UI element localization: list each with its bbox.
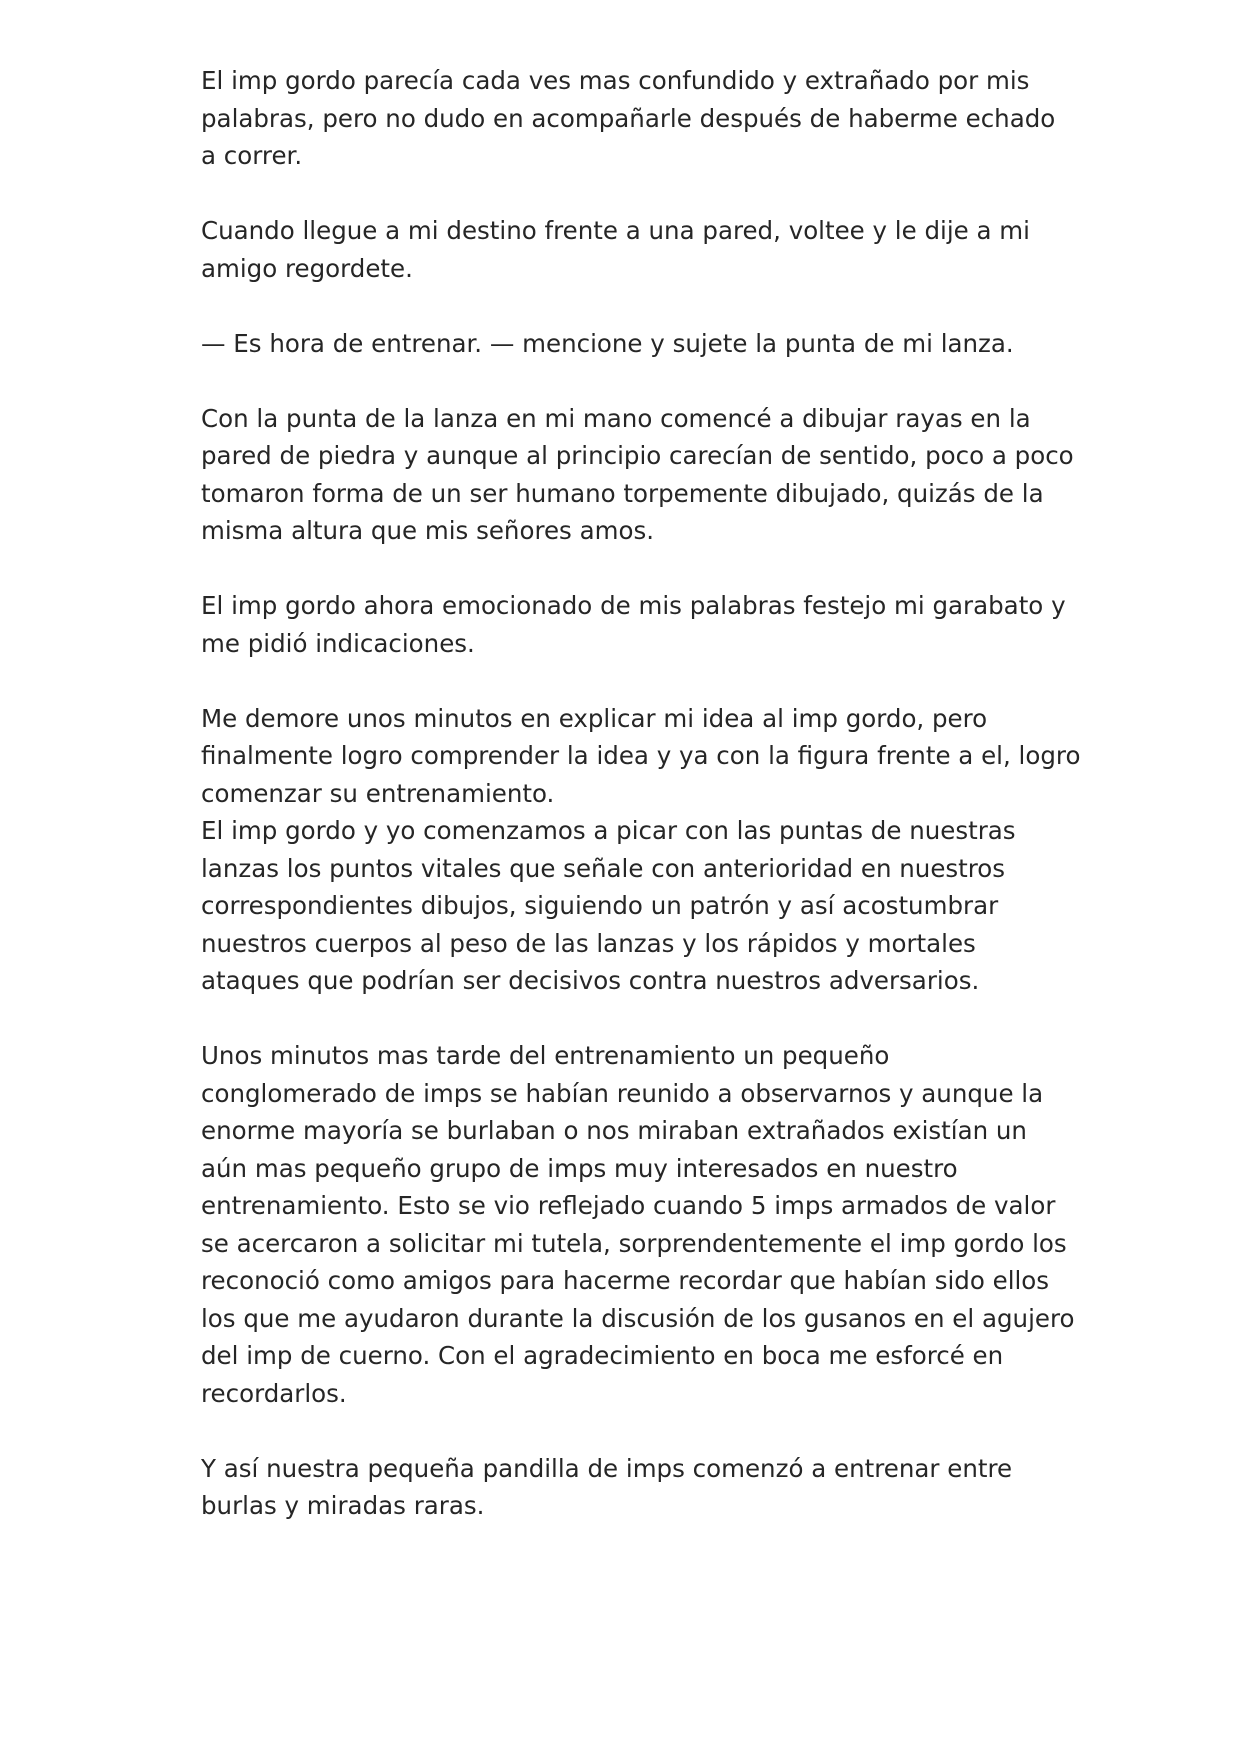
- text-line: tomaron forma de un ser humano torpemente dibujado, quizás de la: [201, 478, 1044, 508]
- text-line: enorme mayoría se burlaban o nos miraban extrañados existían un: [201, 1116, 1027, 1145]
- text-line: correspondientes dibujos, siguiendo un patrón y así acostumbrar: [201, 891, 999, 920]
- text-line: reconoció como amigos para hacerme recordar que habían sido ellos: [201, 1266, 1050, 1295]
- text-line: Me demore unos minutos en explicar mi idea al imp gordo, pero: [201, 703, 988, 733]
- paragraph-spacer: [201, 1000, 1051, 1038]
- text-line: El imp gordo ahora emocionado de mis palabras festejo mi garabato y: [201, 591, 1066, 620]
- text-line: palabras, pero no dudo en acompañarle después de haberme echado: [201, 103, 1056, 133]
- text-line: Y así nuestra pequeña pandilla de imps comenzó a entrenar entre: [201, 1453, 1013, 1483]
- text-line: El imp gordo y yo comenzamos a picar con las puntas de nuestras: [201, 816, 1016, 845]
- paragraph: [201, 212, 1051, 287]
- paragraph: [201, 1450, 1051, 1525]
- text-line: finalmente logro comprender la idea y ya con la figura frente a el, logro: [201, 741, 1081, 770]
- text-line: conglomerado de imps se habían reunido a observarnos y aunque la: [201, 1078, 1044, 1108]
- text-line: me pidió indicaciones.: [201, 628, 475, 658]
- text-line: — Es hora de entrenar. — mencione y sujete la punta de mi lanza.: [201, 328, 1014, 358]
- paragraph-spacer: [201, 1412, 1051, 1450]
- text-line: comenzar su entrenamiento.: [201, 778, 555, 808]
- text-line: Unos minutos mas tarde del entrenamiento un pequeño: [201, 1041, 890, 1070]
- paragraph-spacer: [201, 362, 1051, 400]
- text-line: Cuando llegue a mi destino frente a una pared, voltee y le dije a mi: [201, 216, 1030, 245]
- text-line: del imp de cuerno. Con el agradecimiento en boca me esforcé en: [201, 1341, 1004, 1370]
- paragraph: [201, 62, 1056, 175]
- text-line: Con la punta de la lanza en mi mano comencé a dibujar rayas en la: [201, 403, 1031, 433]
- paragraph: [201, 587, 1066, 662]
- text-line: misma altura que mis señores amos.: [201, 516, 655, 545]
- text-line: burlas y miradas raras.: [201, 1491, 485, 1520]
- text-line: se acercaron a solicitar mi tutela, sorprendentemente el imp gordo los: [201, 1228, 1067, 1258]
- paragraph-spacer: [201, 175, 1051, 213]
- text-line: los que me ayudaron durante la discusión de los gusanos en el agujero: [201, 1303, 1075, 1333]
- paragraph: [201, 700, 1081, 1000]
- paragraph-spacer: [201, 550, 1051, 588]
- text-line: amigo regordete.: [201, 253, 413, 283]
- paragraph-spacer: [201, 662, 1051, 700]
- text-line: recordarlos.: [201, 1378, 347, 1408]
- text-line: lanzas los puntos vitales que señale con anterioridad en nuestros: [201, 853, 1006, 883]
- text-line: ataques que podrían ser decisivos contra nuestros adversarios.: [201, 966, 980, 995]
- text-line: El imp gordo parecía cada ves mas confundido y extrañado por mis: [201, 66, 1030, 95]
- paragraph: [201, 325, 1051, 363]
- text-line: entrenamiento. Esto se vio reflejado cuando 5 imps armados de valor: [201, 1191, 1056, 1220]
- text-line: pared de piedra y aunque al principio carecían de sentido, poco a poco: [201, 441, 1074, 470]
- text-line: a correr.: [201, 141, 303, 170]
- text-line: aún mas pequeño grupo de imps muy interesados en nuestro: [201, 1153, 958, 1183]
- paragraph: [201, 1037, 1075, 1412]
- document-body: [201, 62, 1081, 1525]
- text-line: nuestros cuerpos al peso de las lanzas y los rápidos y mortales: [201, 928, 976, 958]
- paragraph-spacer: [201, 287, 1051, 325]
- paragraph: [201, 400, 1074, 550]
